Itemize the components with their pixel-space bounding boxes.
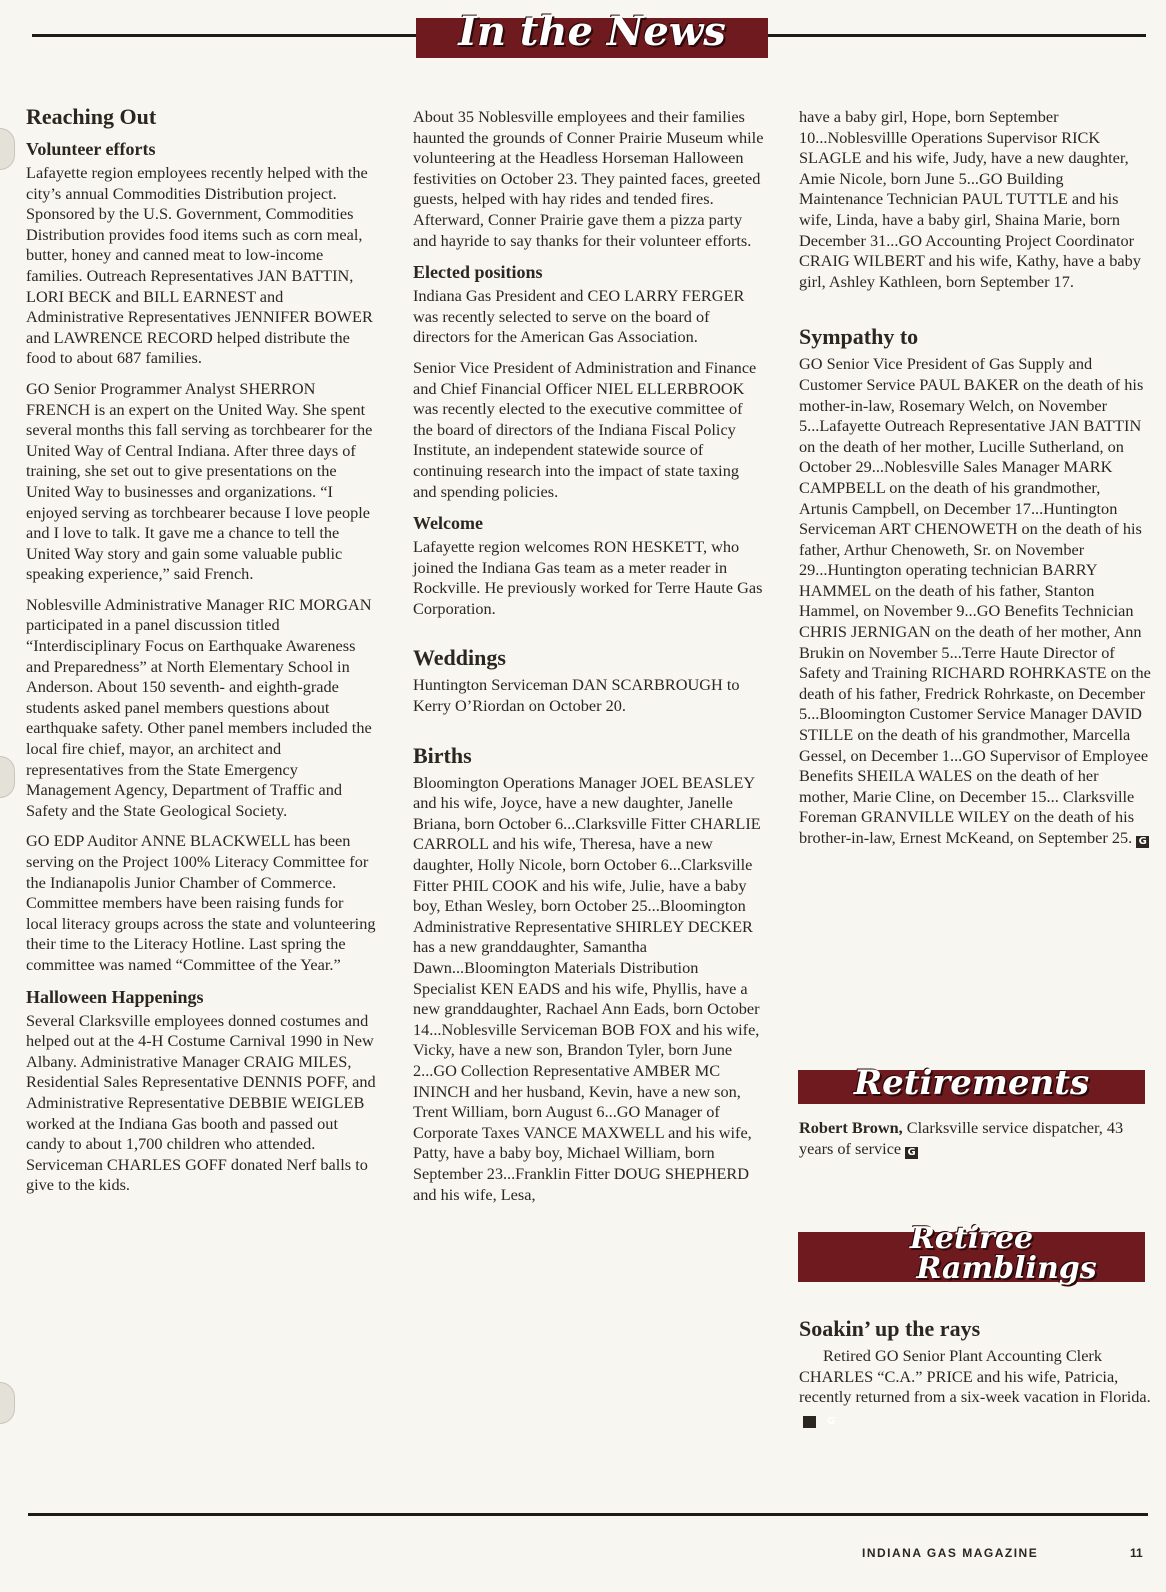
paragraph: Senior Vice President of Administration and Finance and Chief Financial Officer NIEL ELLERBROOK was recently elected to the executive committee of the board of directors of the Indiana Fiscal Policy Institute, an independent statewide source of continuing research into the impact of state taxing and spending policies. <box>413 357 757 501</box>
paragraph: Noblesville Administrative Manager RIC MORGAN participated in a panel discussion titled “Interdisciplinary Focus on Earthquake Awareness and Preparedness” at North Elementary School in Anderson. About 150 seventh- and eighth-grade students asked panel members questions about earthquake safety. Other panel members included the local fire chief, mayor, an architect and representatives from the State Emergency Management Agency, Department of Traffic and Safety and the State Geological Society. <box>26 594 372 820</box>
company-logo-icon: G <box>905 1147 918 1159</box>
paragraph <box>799 1346 1151 1428</box>
retirements-section <box>799 1118 1151 1169</box>
in-the-news-banner <box>416 7 768 58</box>
section-heading-sympathy: Sympathy to <box>799 324 919 350</box>
paragraph: GO Senior Programmer Analyst SHERRON FRENCH is an expert on the United Way. She spent several months this fall serving as torchbearer for the United Way of Central Indiana. After three days of training, she set out to give presentations on the United Way to businesses and organizations. “I enjoyed serving as torchbearer because I love people and I love to talk. It gave me a chance to tell the United Way story and gain some valuable public speaking experience,” said French. <box>26 378 373 584</box>
column-1 <box>26 104 378 1206</box>
paragraph: Several Clarksville employees donned costumes and helped out at the 4-H Costume Carnival 1990 in New Albany. Administrative Manager CRAIG MILES, Residential Sales Representative DENNIS POFF, and Administrative Representative DEBBIE WEIGLEB worked at the Indiana Gas booth and passed out candy to about 1,700 children who attended. Serviceman CHARLES GOFF donated Nerf balls to give to the kids. <box>26 1010 376 1195</box>
paragraph: Huntington Serviceman DAN SCARBROUGH to Kerry O’Riordan on October 20. <box>413 675 740 716</box>
ramblings-section <box>799 1316 1151 1438</box>
binder-hole <box>0 128 15 170</box>
banner-title: In the News <box>458 7 726 55</box>
section-heading-reaching-out: Reaching Out <box>26 104 157 129</box>
magazine-title: INDIANA GAS MAGAZINE <box>862 1546 1039 1560</box>
sympathy-text: GO Senior Vice President of Gas Supply and Customer Service PAUL BAKER on the death of his mother-in-law, Rosemary Welch, on November 5...Lafayette Outreach Representative JAN BATTIN on the death of her mother, Lucille Sutherland, on October 29...Noblesville Sales Manager MARK CAMPBELL on the death of his grandmother, Artunis Campbell, on December 17...Huntington Serviceman ART CHENOWETH on the death of his father, Arthur Chenoweth, Sr. on November 29...Huntington operating technician BARRY HAMMEL on the death of his father, Stanton Hammel, on November 9...GO Benefits Technician CHRIS JERNIGAN on the death of her mother, Ann Brukin on November 5...Terre Haute Director of Safety and Training RICHARD ROHRKASTE on the death of his father, Fredrick Rohrkaste, on December 5...Bloomington Customer Service Manager DAVID STILLE on the death of his grandmother, Marcella Gessel, on December 1...GO Supervisor of Employee Benefits SHEILA WALES on the death of her mother, Marie Cline, on December 15... Clarksville Foreman GRANVILLE WILEY on the death of his brother-in-law, Ernest McKeand, on September 25. <box>799 354 1151 847</box>
paragraph <box>799 354 1151 848</box>
page-number: 11 <box>1130 1546 1143 1560</box>
company-logo-icon: G <box>803 1416 816 1428</box>
subheading-volunteer: Volunteer efforts <box>26 139 156 159</box>
section-heading-births: Births <box>413 742 472 768</box>
binder-hole <box>0 1382 15 1424</box>
paragraph <box>799 1118 1151 1159</box>
paragraph: Lafayette region employees recently helped with the city’s annual Commodities Distribution project. Sponsored by the U.S. Government, Commodities Distribution provides food items such as corn meal, butter, honey and canned meat to low-income families. Outreach Representatives JAN BATTIN, LORI BECK and BILL EARNEST and Administrative Representatives JENNIFER BOWER and LAWRENCE RECORD helped distribute the food to about 687 families. <box>26 163 373 368</box>
paragraph: have a baby girl, Hope, born September 10...Noblesvillle Operations Supervisor RICK SLAGLE and his wife, Judy, have a new daughter, Amie Nicole, born June 5...GO Building Maintenance Technician PAUL TUTTLE and his wife, Linda, have a baby girl, Shaina Marie, born December 31...GO Accounting Project Coordinator CRAIG WILBERT and his wife, Kathy, have a baby girl, Ashley Kathleen, born September 17. <box>799 107 1141 291</box>
retiree-details: Clarksville service dispatcher, 43 years of service <box>799 1118 1124 1158</box>
retiree-ramblings-banner <box>798 1221 1145 1286</box>
retiree-name: Robert Brown, <box>799 1118 903 1137</box>
paragraph: GO EDP Auditor ANNE BLACKWELL has been serving on the Project 100% Literacy Committee for the Indianapolis Junior Chamber of Commerce. Committee members have been raising funds for local literacy groups across the state and volunteering their time to the Literacy Hotline. Last spring the committee was named “Committee of the Year.” <box>26 831 376 974</box>
banner-title: Retiree Ramblings <box>909 1221 1097 1286</box>
subheading-welcome: Welcome <box>413 513 483 534</box>
paragraph: About 35 Noblesville employees and their families haunted the grounds of Conner Prairie Museum while volunteering at the Headless Horseman Halloween festivities on October 23. They painted faces, greeted guests, helped with hay rides and tended fires. Afterward, Conner Prairie gave them a pizza party and hayride to say thanks for their volunteer efforts. <box>413 107 764 250</box>
banner-title: Retirements <box>853 1063 1090 1103</box>
paragraph: Lafayette region welcomes RON HESKETT, who joined the Indiana Gas team as a meter reader in Rockville. He previously worked for Terre Haute Gas Corporation. <box>413 537 763 618</box>
company-logo-icon: G <box>1136 836 1149 848</box>
column-3 <box>799 107 1151 859</box>
subheading-halloween: Halloween Happenings <box>26 986 204 1007</box>
ramblings-text: Retired GO Senior Plant Accounting Clerk CHARLES “C.A.” PRICE and his wife, Patricia, recently returned from a six-week vacation in Florida. <box>799 1346 1151 1407</box>
section-heading-weddings: Weddings <box>413 645 506 671</box>
section-heading-soakin: Soakin’ up the rays <box>799 1316 981 1341</box>
column-2 <box>413 107 765 1215</box>
bottom-rule <box>28 1513 1148 1516</box>
binder-hole <box>0 756 15 798</box>
paragraph: Bloomington Operations Manager JOEL BEASLEY and his wife, Joyce, have a new daughter, Janelle Briana, born October 6...Clarksville Fitter CHARLIE CARROLL and his wife, Theresa, have a new daughter, Holly Nicole, born October 6...Clarksville Fitter PHIL COOK and his wife, Julie, have a baby boy, Ethan Wesley, born October 25...Bloomington Administrative Representative SHIRLEY DECKER has a new granddaughter, Samantha Dawn...Bloomington Materials Distribution Specialist KEN EADS and his wife, Phyllis, have a new granddaughter, Rachael Ann Eads, born October 14...Noblesville Serviceman BOB FOX and his wife, Vicky, have a new son, Brandon Tyler, born June 2...GO Collection Representative AMBER MC ININCH and her husband, Kevin, have a new son, Trent William, born August 6...GO Manager of Corporate Taxes VANCE MAXWELL and his wife, Patty, have a baby boy, Michael William, born September 23...Franklin Fitter DOUG SHEPHERD and his wife, Lesa, <box>413 772 761 1204</box>
paragraph: Indiana Gas President and CEO LARRY FERGER was recently selected to serve on the board of directors for the American Gas Association. <box>413 286 745 347</box>
subheading-elected: Elected positions <box>413 262 543 283</box>
retirements-banner <box>798 1063 1145 1104</box>
